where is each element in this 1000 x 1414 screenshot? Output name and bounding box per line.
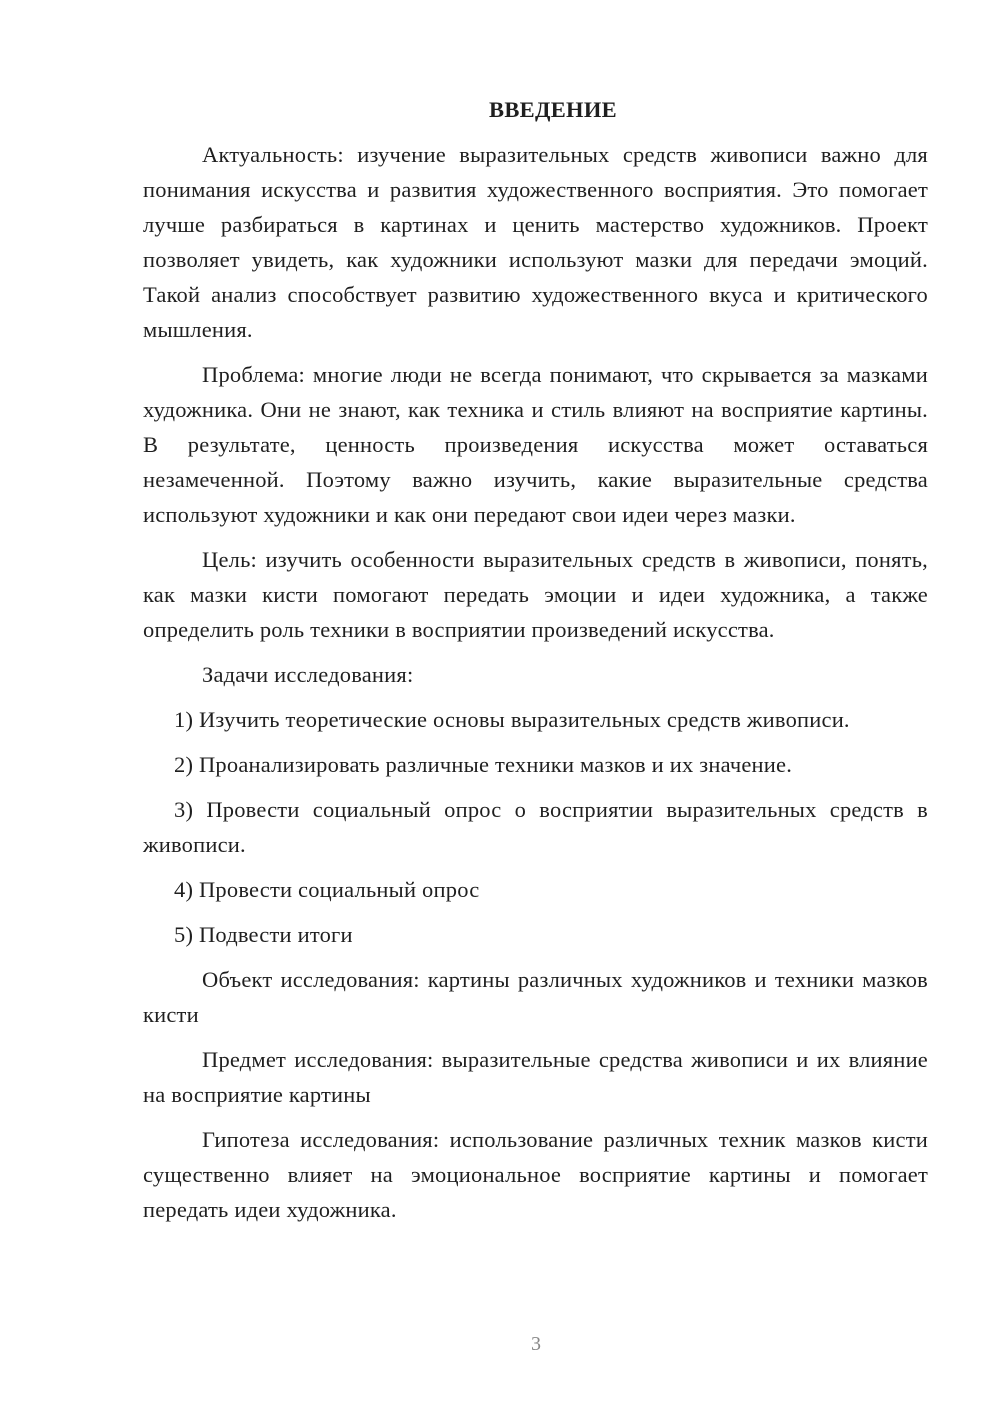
task-item: 2) Проанализировать различные техники мазков и их значение.	[174, 752, 793, 777]
relevance-paragraph: Актуальность: изучение выразительных средств живописи важно для понимания искусства и развития художественного восприятия. Это помогает лучше разбираться в картинах и ценить мастерство художников. Проект позволяет увидеть, как художники используют мазки для передачи эмоций. Такой анализ способствует развитию художественного вкуса и критического мышления.	[143, 142, 928, 342]
task-item: 4) Провести социальный опрос	[174, 877, 480, 902]
section-title: ВВЕДЕНИЕ	[489, 97, 617, 122]
tasks-heading: Задачи исследования:	[202, 662, 414, 687]
task-item: 1) Изучить теоретические основы выразительных средств живописи.	[174, 707, 850, 732]
subject-paragraph: Предмет исследования: выразительные средства живописи и их влияние на восприятие картины	[143, 1047, 928, 1107]
problem-paragraph: Проблема: многие люди не всегда понимают, что скрывается за мазками художника. Они не знают, как техника и стиль влияют на восприятие картины. В результате, ценность произведения искусства может оставаться незамеченной. Поэтому важно изучить, какие выразительные средства используют художники и как они передают свои идеи через мазки.	[143, 362, 928, 527]
task-item: 5) Подвести итоги	[174, 922, 353, 947]
object-paragraph: Объект исследования: картины различных художников и техники мазков кисти	[143, 967, 928, 1027]
hypothesis-paragraph: Гипотеза исследования: использование различных техник мазков кисти существенно влияет на эмоциональное восприятие картины и помогает передать идеи художника.	[143, 1127, 928, 1222]
task-item: 3) Провести социальный опрос о восприятии выразительных средств в живописи.	[143, 797, 928, 857]
page-number: 3	[531, 1333, 541, 1355]
page-content	[143, 92, 928, 1227]
tasks-list	[143, 702, 928, 952]
goal-paragraph: Цель: изучить особенности выразительных средств в живописи, понять, как мазки кисти помогают передать эмоции и идеи художника, а также определить роль техники в восприятии произведений искусства.	[143, 547, 928, 642]
